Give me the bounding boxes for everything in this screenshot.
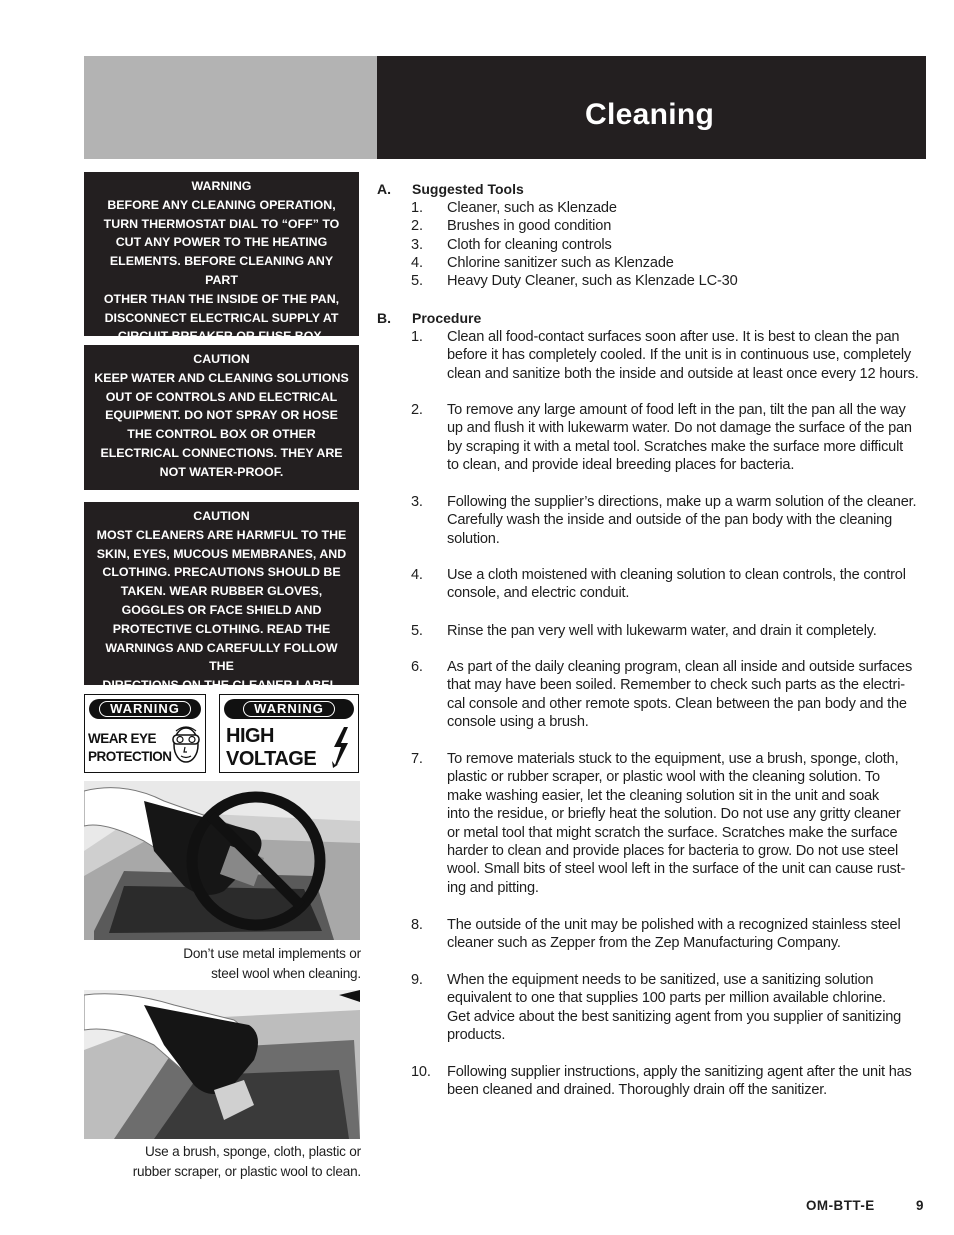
sign-text: WEAR EYE PROTECTION: [88, 731, 172, 764]
photo-caption: Don’t use metal implements or steel wool when cleaning.: [183, 946, 361, 981]
notice-line: SKIN, EYES, MUCOUS MEMBRANES, AND: [96, 546, 347, 561]
goggles-face-icon: [171, 723, 201, 765]
notice-line: CUT ANY POWER TO THE HEATING: [115, 235, 328, 250]
notice-heading: WARNING: [191, 179, 252, 193]
sign-high-voltage: [219, 694, 359, 773]
notice-line: WARNINGS AND CAREFULLY FOLLOW THE: [105, 640, 338, 674]
header-dark-band: [377, 56, 926, 159]
pan-cleaning-illustration: [84, 990, 360, 1139]
notice-line: EQUIPMENT. DO NOT SPRAY OR HOSE: [105, 408, 338, 423]
notice-line: DIRECTIONS ON THE CLEANER LABEL.: [102, 678, 341, 693]
notice-heading: CAUTION: [193, 352, 250, 366]
sign-wear-eye-protection: [84, 694, 206, 773]
notice-line: BEFORE ANY CLEANING OPERATION,: [107, 197, 336, 212]
notice-line: TAKEN. WEAR RUBBER GLOVES,: [120, 584, 323, 599]
warning-notice-thermostat: [84, 172, 359, 344]
notice-line: PROTECTIVE CLOTHING. READ THE: [112, 621, 331, 636]
notice-line: CIRCUIT BREAKER OR FUSE BOX.: [117, 329, 326, 344]
sign-label: WARNING: [224, 699, 354, 719]
notice-line: ELEMENTS. BEFORE CLEANING ANY PART: [109, 254, 334, 287]
photo-no-metal-implements: [84, 781, 360, 940]
notice-line: MOST CLEANERS ARE HARMFUL TO THE: [96, 527, 347, 542]
sign-text: HIGH VOLTAGE: [226, 725, 317, 770]
notice-line: DISCONNECT ELECTRICAL SUPPLY AT: [104, 310, 339, 325]
notice-line: CLOTHING. PRECAUTIONS SHOULD BE: [102, 565, 341, 580]
footer-document-code: OM-BTT-E: [806, 1198, 875, 1213]
notice-line: THE CONTROL BOX OR OTHER: [127, 427, 316, 442]
notice-line: OUT OF CONTROLS AND ELECTRICAL: [105, 389, 338, 404]
notice-heading: CAUTION: [193, 509, 250, 523]
notice-line: NOT WATER-PROOF.: [159, 464, 284, 479]
page-title: Cleaning: [585, 98, 715, 131]
header-gray-band: [84, 56, 377, 159]
notice-line: KEEP WATER AND CLEANING SOLUTIONS: [94, 370, 349, 385]
notice-line: GOGGLES OR FACE SHIELD AND: [121, 602, 322, 617]
caution-notice-cleaners: [84, 502, 359, 693]
caution-notice-water: [84, 345, 359, 490]
notice-line: OTHER THAN THE INSIDE OF THE PAN,: [103, 291, 340, 306]
photo-brush-sponge-cleaning: [84, 990, 360, 1139]
sign-label: WARNING: [89, 699, 201, 719]
photo-caption: Use a brush, sponge, cloth, plastic or rubber scraper, or plastic wool to clean.: [132, 1144, 361, 1179]
notice-line: TURN THERMOSTAT DIAL TO “OFF” TO: [103, 216, 340, 231]
footer-page-number: 9: [916, 1198, 924, 1213]
lightning-bolt-icon: [328, 725, 352, 769]
pan-scraping-prohibited-illustration: [84, 781, 360, 940]
notice-line: ELECTRICAL CONNECTIONS. THEY ARE: [100, 445, 343, 460]
